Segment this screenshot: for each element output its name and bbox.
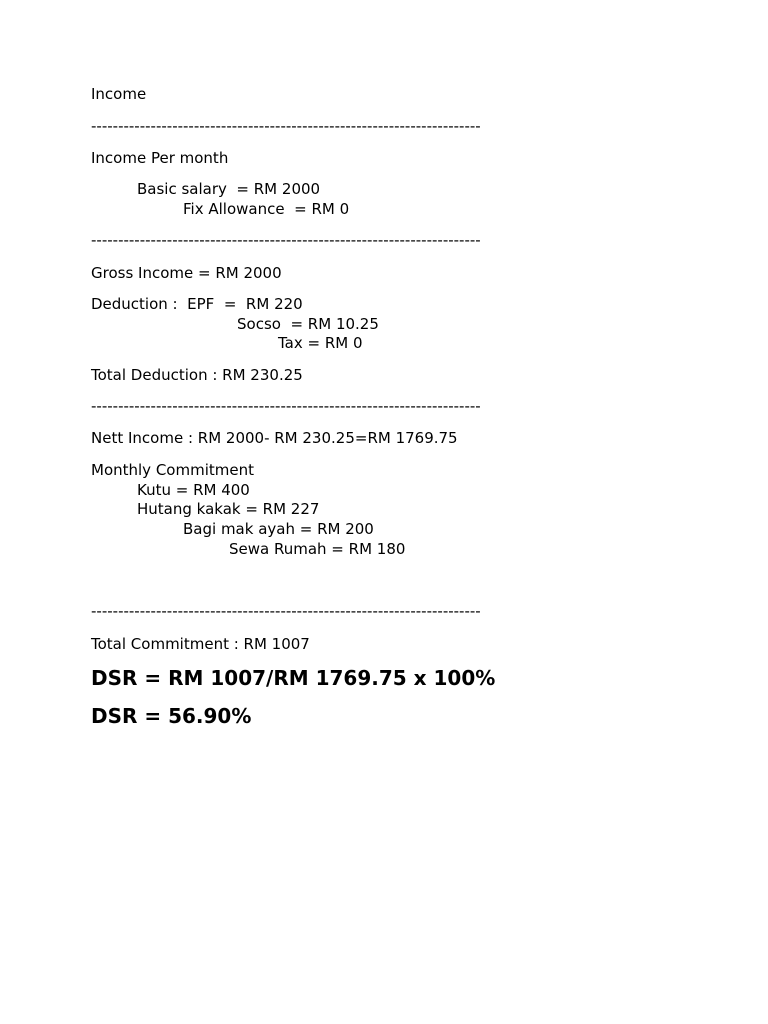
nett-income-line: Nett Income : RM 2000- RM 230.25=RM 1769.75 xyxy=(91,429,458,447)
kutu-line: Kutu = RM 400 xyxy=(137,481,250,499)
divider-4: ------------------------------------------------------------------------ xyxy=(91,602,481,620)
divider-1: ------------------------------------------------------------------------ xyxy=(91,117,481,135)
income-heading: Income xyxy=(91,85,147,103)
total-commitment-line: Total Commitment : RM 1007 xyxy=(91,635,310,653)
dsr-result: DSR = 56.90% xyxy=(91,704,252,728)
income-per-month-label: Income Per month xyxy=(91,149,229,167)
gross-income-line: Gross Income = RM 2000 xyxy=(91,264,282,282)
divider-2: ------------------------------------------------------------------------ xyxy=(91,231,481,249)
divider-3: ------------------------------------------------------------------------ xyxy=(91,397,481,415)
hutang-kakak-line: Hutang kakak = RM 227 xyxy=(137,500,320,518)
total-deduction-line: Total Deduction : RM 230.25 xyxy=(91,366,303,384)
dsr-formula: DSR = RM 1007/RM 1769.75 x 100% xyxy=(91,666,496,690)
deduction-epf-line: Deduction : EPF = RM 220 xyxy=(91,295,303,313)
sewa-rumah-line: Sewa Rumah = RM 180 xyxy=(229,540,406,558)
deduction-socso-line: Socso = RM 10.25 xyxy=(237,315,379,333)
monthly-commitment-label: Monthly Commitment xyxy=(91,461,254,479)
bagi-mak-ayah-line: Bagi mak ayah = RM 200 xyxy=(183,520,374,538)
fix-allowance-line: Fix Allowance = RM 0 xyxy=(183,200,350,218)
basic-salary-line: Basic salary = RM 2000 xyxy=(137,180,321,198)
deduction-tax-line: Tax = RM 0 xyxy=(278,334,363,352)
